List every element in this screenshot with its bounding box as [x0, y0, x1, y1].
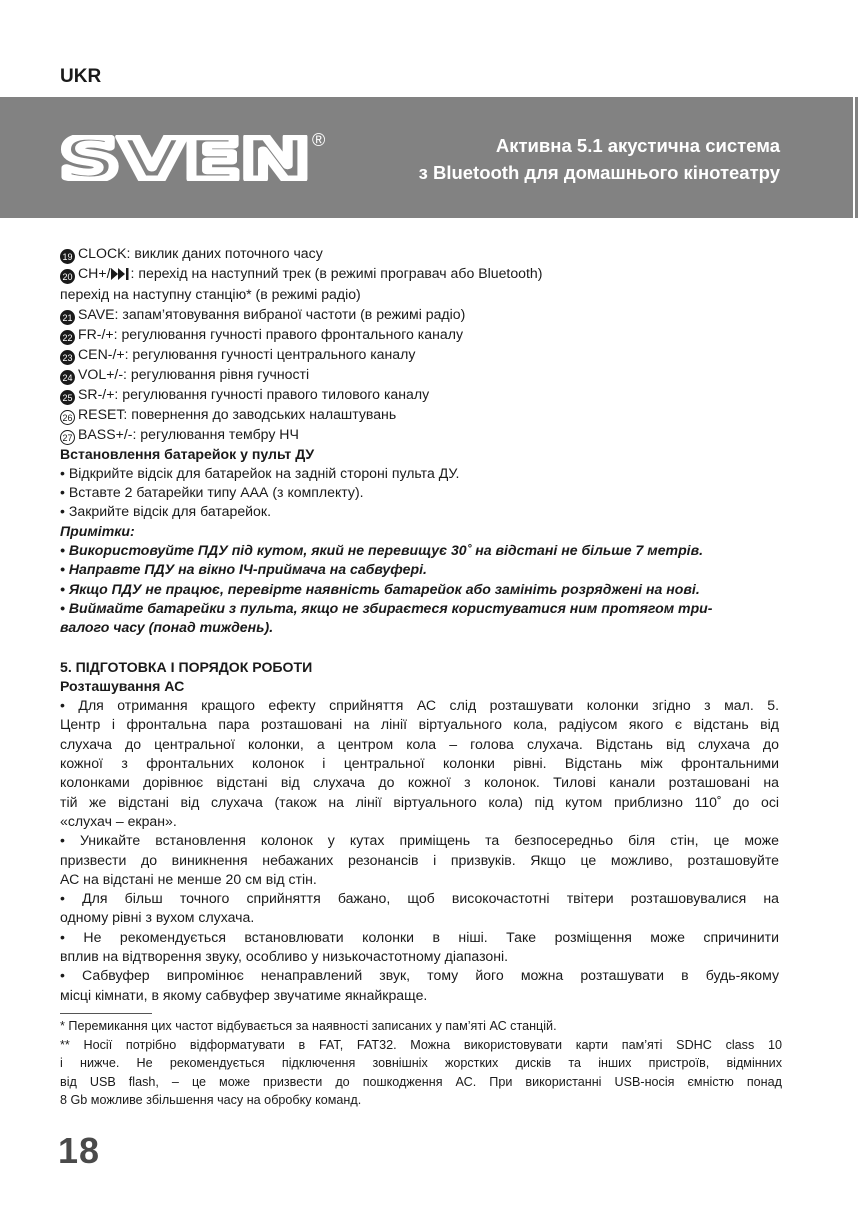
next-track-icon [111, 266, 131, 285]
battery-step: • Вставте 2 батарейки типу ААА (з комплекту). [60, 484, 364, 501]
paragraph-line: Центр і фронтальна пара розташовані на лінії віртуального кола, радіусом якого є відстань від [60, 716, 779, 733]
section-subheading: Розташування АС [60, 677, 185, 694]
placement-paragraph [60, 696, 779, 831]
button-desc-line [60, 345, 779, 365]
button-desc-continuation: перехід на наступну станцію* (в режимі радіо) [60, 286, 361, 303]
paragraph-line: кожної з фронтальних колонок і центральної колонки рівні. Відстань між фронтальними [60, 755, 779, 772]
remote-buttons-list [60, 244, 779, 445]
button-desc-line [60, 385, 779, 405]
page-number: 18 [58, 1130, 101, 1171]
circled-number-badge: 24 [60, 370, 75, 385]
paragraph-line: місці кімнати, в якому сабвуфер звучатиме якнайкраще. [60, 986, 428, 1003]
paragraph-line: тій же відстані від слухача (також на лінії віртуального кола) під кутом приблизно 110˚ до осі [60, 793, 779, 810]
button-desc-text: CEN-/+: регулювання гучності центрального каналу [78, 345, 416, 362]
notes-heading: Примітки: [60, 522, 135, 539]
paragraph-line: вплив на відтворення звуку, особливо у низькочастотному діапазоні. [60, 948, 509, 965]
paragraph-line: одному рівні з вухом слухача. [60, 909, 255, 926]
main-content [60, 244, 779, 1005]
circled-number-badge: 23 [60, 350, 75, 365]
button-desc-line [60, 405, 779, 425]
registered-mark: ® [312, 130, 326, 150]
button-desc-text: : перехід на наступний трек (в режимі програвач або Bluetooth) [130, 265, 543, 281]
product-title-line-2: з Bluetooth для домашнього кінотеатру [418, 162, 780, 183]
placement-paragraph [60, 928, 779, 967]
footnote [60, 1036, 782, 1110]
button-desc-line [60, 264, 779, 285]
battery-step: • Відкрийте відсік для батарейок на задній стороні пульта ДУ. [60, 464, 460, 481]
footnote-line: від USB flash, – це може призвести до пошкодження АС. При використанні USB-носія ємністю понад [60, 1074, 782, 1089]
paragraph-line: «слухач – екран». [60, 812, 177, 829]
button-desc-text: CLOCK: виклик даних поточного часу [78, 245, 323, 261]
footnote [60, 1017, 782, 1036]
button-desc-text: SR-/+: регулювання гучності правого тилового каналу [78, 385, 430, 402]
language-label: UKR [60, 66, 102, 87]
notes-list [60, 541, 779, 637]
sven-logo-text: SVEN [60, 135, 310, 181]
footnote-line: ** Носії потрібно відформатувати в FAT, FAT32. Можна використовувати карти пам’яті SDHC class 10 [60, 1037, 782, 1052]
section-heading: 5. ПІДГОТОВКА І ПОРЯДОК РОБОТИ [60, 658, 313, 675]
battery-steps [60, 464, 779, 522]
button-desc-line [60, 244, 779, 264]
paragraph-line: • Для більш точного сприйняття бажано, щоб високочастотні твітери розташовувалися на [60, 890, 779, 907]
paragraph-line: • Уникайте встановлення колонок у кутах приміщень та безпосередньо біля стін, це може [60, 832, 779, 849]
battery-heading: Встановлення батарейок у пульт ДУ [60, 445, 315, 462]
paragraph-line: АС на відстані не менше 20 см від стін. [60, 870, 317, 887]
footnote-line: 8 Gb можливе збільшення часу на обробку команд. [60, 1093, 362, 1108]
circled-number-badge: 21 [60, 310, 75, 325]
sven-logo [60, 135, 310, 181]
paragraph-line: • Не рекомендується встановлювати колонки в ніші. Таке розміщення може спричинити [60, 928, 779, 945]
circled-number-badge: 27 [60, 430, 75, 445]
footnote-line: * Перемикання цих частот відбувається за наявності записаних у пам’яті АС станцій. [60, 1019, 557, 1033]
footnotes [60, 1017, 782, 1110]
placement-paragraphs [60, 696, 779, 1005]
circled-number-badge: 25 [60, 390, 75, 405]
paragraph-line: • Сабвуфер випромінює ненаправлений звук, тому його можна розташувати в будь-якому [60, 967, 779, 984]
note-line: валого часу (понад тиждень). [60, 619, 274, 636]
placement-paragraph [60, 966, 779, 1005]
note-line: • Якщо ПДУ не працює, перевірте наявність батарейок або замініть розряджені на нові. [60, 580, 700, 597]
button-desc-line [60, 365, 779, 385]
paragraph-line: призвести до виникнення небажаних резонансів і призвуків. Якщо це можливо, розташовуйте [60, 851, 779, 868]
button-desc-line [60, 325, 779, 345]
note-line: • Виймайте батарейки з пульта, якщо не збираєтеся користуватися ним протягом три- [60, 599, 713, 616]
note-line: • Використовуйте ПДУ під кутом, який не перевищує 30˚ на відстані не більше 7 метрів. [60, 542, 704, 559]
product-title [419, 132, 780, 186]
button-desc-text: RESET: повернення до заводських налаштувань [78, 405, 397, 422]
circled-number-badge: 22 [60, 330, 75, 345]
paragraph-line: слухача до центральної колонки, а центром кола – голова слухача. Відстань від слухача до [60, 735, 779, 752]
paragraph-line: колонками дорівнює відстані від слухача до кожної з колонок. Тилові канали розташовані на [60, 774, 779, 791]
button-desc-text: SAVE: запам’ятовування вибраної частоти (в режимі радіо) [78, 305, 466, 322]
product-title-line-1: Активна 5.1 акустична система [495, 135, 780, 156]
button-desc-line [60, 305, 779, 325]
footnote-rule [60, 1013, 152, 1014]
button-desc-text: VOL+/-: регулювання рівня гучності [78, 365, 310, 382]
placement-paragraph [60, 831, 779, 889]
footnote-line: і нижче. Не рекомендується підключення зовнішніх жорстких дисків та інших пристроїв, відмінних [60, 1056, 782, 1071]
circled-number-badge: 26 [60, 410, 75, 425]
placement-paragraph [60, 889, 779, 928]
button-desc-text: BASS+/-: регулювання тембру НЧ [78, 425, 299, 442]
section-gap [60, 638, 779, 658]
paragraph-line: • Для отримання кращого ефекту сприйняття АС слід розташувати колонки згідно з мал. 5. [60, 697, 779, 714]
circled-number-badge: 20 [60, 269, 75, 284]
button-desc-text: CH+/ [78, 265, 111, 281]
button-desc-line [60, 285, 779, 304]
battery-step: • Закрийте відсік для батарейок. [60, 503, 271, 520]
button-desc-line [60, 425, 779, 445]
circled-number-badge: 19 [60, 249, 75, 264]
note-line: • Направте ПДУ на вікно ІЧ-приймача на сабвуфері. [60, 561, 427, 578]
button-desc-text: FR-/+: регулювання гучності правого фронтального каналу [78, 325, 464, 342]
